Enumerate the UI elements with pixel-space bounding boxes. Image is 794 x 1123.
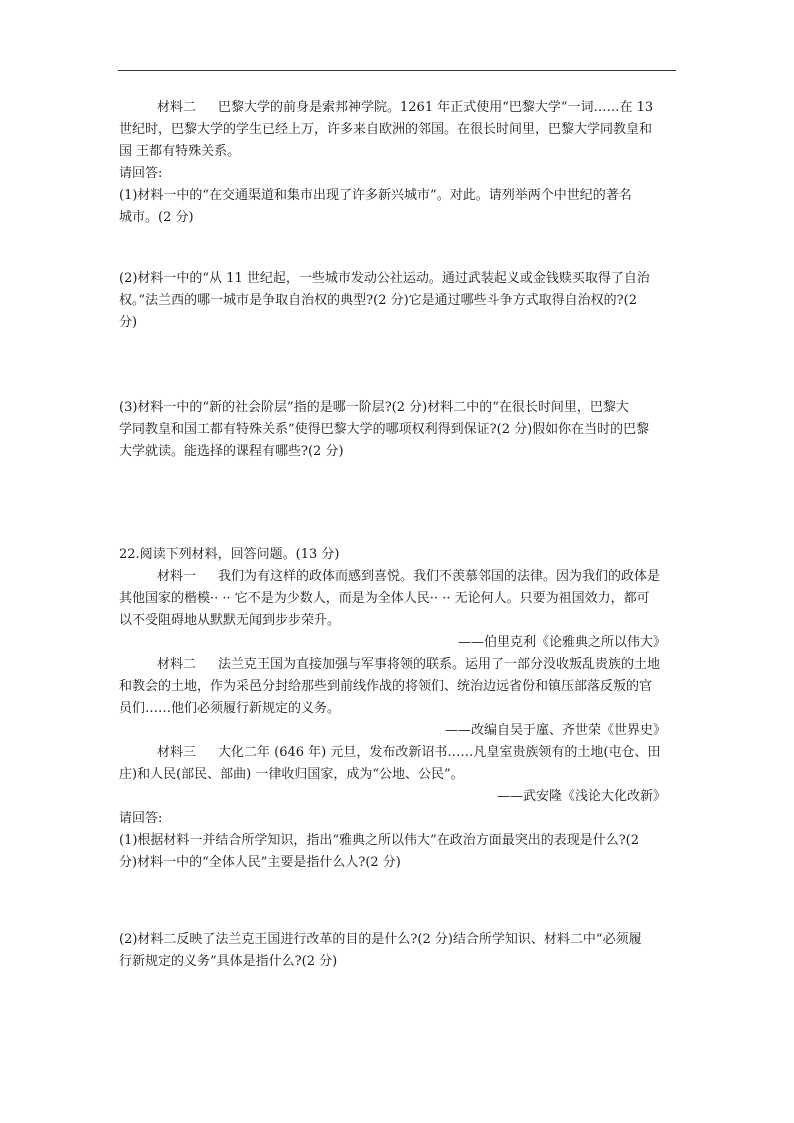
- question-line: (1)根据材料一并结合所学知识，指出“雅典之所以伟大”在政治方面最突出的表现是什么?(2: [119, 833, 640, 848]
- material-source: ——武安隆《浅论大化改新》: [496, 789, 666, 804]
- material-line: 庄)和人民(部民、部曲) 一律收归国家，成为“公地、公民”。: [119, 767, 464, 782]
- header-rule: [118, 70, 676, 71]
- material-source: ——伯里克利《论雅典之所以伟大》: [457, 635, 666, 650]
- question-heading: 22.阅读下列材料，回答问题。(13 分): [119, 547, 340, 562]
- question-line: 大学就读。能选择的课程有哪些?(2 分): [119, 444, 344, 459]
- question-line: 分): [119, 315, 138, 330]
- question-line: (3)材料一中的“新的社会阶层”指的是哪一阶层?(2 分)材料二中的“在很长时间里，巴黎大: [119, 400, 629, 415]
- material-label: 材料二: [157, 100, 197, 115]
- material-label: 材料二: [157, 657, 197, 672]
- q21-subquestion-2: [119, 268, 676, 334]
- material-line: 材料二 法兰克王国为直接加强与军事将领的联系。运用了一部分没收叛乱贵族的土地: [157, 657, 661, 672]
- question-line: 学同教皇和国工都有特殊关系”使得巴黎大学的哪项权利得到保证?(2 分)假如你在当时的巴黎: [119, 422, 650, 437]
- question-line: (1)材料一中的“在交通渠道和集市出现了许多新兴城市”。对此。请列举两个中世纪的著名: [119, 188, 632, 203]
- material-line: 材料三 大化二年 (646 年) 元旦，发布改新诏书……凡皇室贵族领有的土地(屯仓、田: [157, 745, 661, 760]
- material-line: 材料一 我们为有这样的政体而感到喜悦。我们不羡慕邻国的法律。因为我们的政体是: [157, 569, 661, 584]
- material-line: 其他国家的楷模·· ·· 它不是为少数人，而是为全体人民·· ·· 无论何人。只要为祖国效力，都可: [119, 591, 650, 606]
- question-prompt: 请回答:: [119, 166, 163, 181]
- question-line: 行新规定的义务”具体是指什么?(2 分): [119, 954, 338, 969]
- question-prompt: 请回答:: [119, 811, 163, 826]
- question-line: 权。”法兰西的哪一城市是争取自治权的典型?(2 分)它是通过哪些斗争方式取得自治权的?(2: [119, 293, 637, 308]
- material-label: 材料三: [157, 745, 197, 760]
- material-source: ——改编自吴于廑、齐世荣《世界史》: [444, 723, 666, 738]
- material-label: 材料一: [157, 569, 197, 584]
- question-22: [119, 544, 676, 874]
- material-line: 世纪时，巴黎大学的学生已经上万，许多来自欧洲的邻国。在很长时间里，巴黎大学同教皇和: [119, 122, 653, 137]
- material-line: 员们……他们必须履行新规定的义务。: [119, 701, 341, 716]
- q22-subquestion-2: [119, 929, 676, 973]
- q21-subquestion-3: [119, 397, 676, 463]
- question-line: 城市。(2 分): [119, 210, 194, 225]
- question-line: (2)材料二反映了法兰克王国进行改革的目的是什么?(2 分)结合所学知识、材料二中“必须履: [119, 932, 642, 947]
- material-line: 和教会的土地，作为采邑分封给那些到前线作战的将领们、统治边远省份和镇压部落反叛的官: [119, 679, 653, 694]
- material-line: 以不受阻碍地从默默无闻到步步荣升。: [119, 613, 341, 628]
- question-line: (2)材料一中的“从 11 世纪起，一些城市发动公社运动。通过武装起义或金钱赎买取得了自治: [119, 271, 650, 286]
- question-line: 分)材料一中的“全体人民”主要是指什么人?(2 分): [119, 855, 401, 870]
- material-line: 材料二 巴黎大学的前身是索邦神学院。1261 年正式使用“巴黎大学”一词……在 13: [157, 100, 654, 115]
- q21-material-2: [119, 97, 676, 229]
- material-line: 国 王都有特殊关系。: [119, 144, 241, 159]
